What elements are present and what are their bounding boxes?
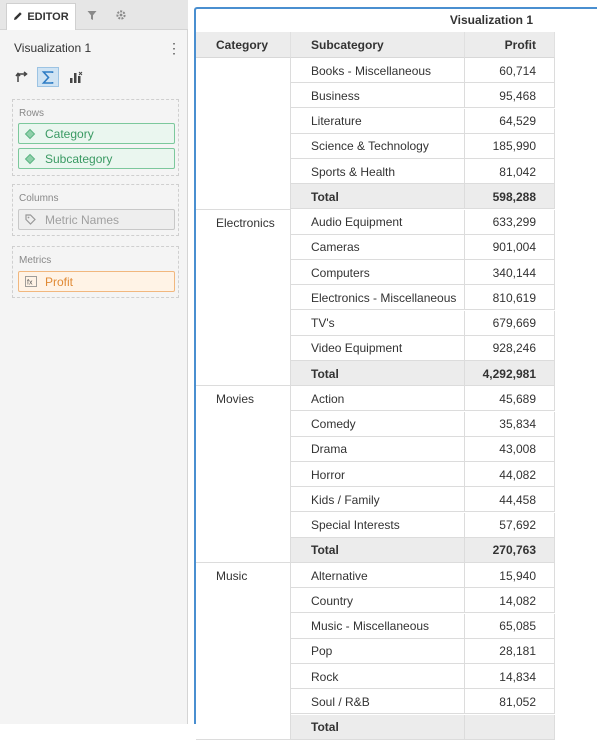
total-label: Total <box>291 184 465 209</box>
profit-cell: 679,669 <box>465 311 555 336</box>
table-row[interactable] <box>291 437 555 462</box>
subcategory-cell: Country <box>291 588 465 613</box>
table-row[interactable] <box>291 487 555 512</box>
total-row[interactable] <box>291 184 555 209</box>
profit-cell: 60,714 <box>465 58 555 83</box>
subcategory-cell: Action <box>291 386 465 411</box>
subcategory-cell: Special Interests <box>291 513 465 538</box>
profit-cell: 15,940 <box>465 563 555 588</box>
profit-cell: 57,692 <box>465 513 555 538</box>
profit-cell: 44,458 <box>465 487 555 512</box>
rows-shelf-title: Rows <box>19 108 45 119</box>
svg-text:fx: fx <box>27 279 33 287</box>
table-row[interactable] <box>291 58 555 83</box>
visualization-panel <box>194 7 597 734</box>
table-row[interactable] <box>291 159 555 184</box>
header-category[interactable]: Category <box>196 32 291 58</box>
table-row[interactable] <box>291 588 555 613</box>
table-row[interactable] <box>291 311 555 336</box>
table-row[interactable] <box>291 134 555 159</box>
columns-pill-label: Metric Names <box>45 212 120 227</box>
metrics-shelf-title: Metrics <box>19 255 52 266</box>
profit-cell: 14,834 <box>465 664 555 689</box>
tab-filter[interactable] <box>80 3 104 30</box>
subcategory-cell: Horror <box>291 462 465 487</box>
sigma-icon[interactable] <box>37 67 59 87</box>
profit-cell: 633,299 <box>465 210 555 235</box>
subcategory-cell: Kids / Family <box>291 487 465 512</box>
rows-shelf[interactable] <box>12 99 179 176</box>
dimension-diamond-icon <box>25 129 45 139</box>
subcategory-cell: Sports & Health <box>291 159 465 184</box>
columns-pill-metric-names[interactable] <box>18 209 175 230</box>
subcategory-cell: Comedy <box>291 412 465 437</box>
rows-pill-subcategory[interactable] <box>18 148 175 169</box>
category-cell <box>196 58 291 210</box>
subcategory-cell: Science & Technology <box>291 134 465 159</box>
function-icon <box>25 276 45 287</box>
subcategory-cell: Video Equipment <box>291 336 465 361</box>
total-profit-cell: 270,763 <box>465 538 555 563</box>
subcategory-cell: Computers <box>291 260 465 285</box>
subcategory-cell: Cameras <box>291 235 465 260</box>
table-row[interactable] <box>291 83 555 108</box>
total-profit-cell: 598,288 <box>465 184 555 209</box>
subcategory-cell: Alternative <box>291 563 465 588</box>
subcategory-cell: Pop <box>291 639 465 664</box>
profit-cell: 45,689 <box>465 386 555 411</box>
tab-editor[interactable] <box>6 3 76 30</box>
visualization-name[interactable]: Visualization 1 <box>14 41 92 55</box>
profit-cell: 43,008 <box>465 437 555 462</box>
profit-cell: 901,004 <box>465 235 555 260</box>
header-subcategory[interactable]: Subcategory <box>291 32 465 58</box>
total-row[interactable] <box>291 538 555 563</box>
tag-icon <box>25 214 45 225</box>
total-label: Total <box>291 361 465 386</box>
table-row[interactable] <box>291 614 555 639</box>
subcategory-cell: Audio Equipment <box>291 210 465 235</box>
header-profit[interactable]: Profit <box>465 32 555 58</box>
category-cell: Electronics <box>196 210 291 387</box>
gear-icon <box>115 9 127 24</box>
profit-cell: 810,619 <box>465 285 555 310</box>
profit-cell: 340,144 <box>465 260 555 285</box>
chart-type-icon[interactable] <box>65 67 87 87</box>
rows-pill-category-label: Category <box>45 126 94 141</box>
metrics-pill-profit[interactable] <box>18 271 175 292</box>
profit-cell: 928,246 <box>465 336 555 361</box>
editor-tab-bar <box>0 0 188 30</box>
profit-cell: 44,082 <box>465 462 555 487</box>
subcategory-cell: Soul / R&B <box>291 689 465 714</box>
subcategory-cell: Books - Miscellaneous <box>291 58 465 83</box>
visualization-title: Visualization 1 <box>449 13 533 27</box>
table-row[interactable] <box>291 513 555 538</box>
total-row[interactable] <box>291 715 555 740</box>
editor-panel <box>0 0 188 724</box>
total-row[interactable] <box>291 361 555 386</box>
profit-cell: 81,052 <box>465 689 555 714</box>
table-row[interactable] <box>291 235 555 260</box>
table-row[interactable] <box>291 664 555 689</box>
table-row[interactable] <box>291 462 555 487</box>
total-profit-cell <box>465 715 555 740</box>
profit-cell: 95,468 <box>465 83 555 108</box>
total-label: Total <box>291 538 465 563</box>
table-row[interactable] <box>291 285 555 310</box>
profit-cell: 81,042 <box>465 159 555 184</box>
subcategory-cell: Literature <box>291 109 465 134</box>
total-profit-cell: 4,292,981 <box>465 361 555 386</box>
profit-cell: 185,990 <box>465 134 555 159</box>
more-options-icon[interactable]: ⋮ <box>167 40 181 56</box>
metrics-shelf[interactable] <box>12 246 179 298</box>
table-row[interactable] <box>291 412 555 437</box>
table-row[interactable] <box>291 386 555 411</box>
category-cell: Movies <box>196 386 291 563</box>
metrics-pill-label: Profit <box>45 274 74 289</box>
table-row[interactable] <box>291 563 555 588</box>
rows-pill-subcategory-label: Subcategory <box>45 151 113 166</box>
table-row[interactable] <box>291 260 555 285</box>
profit-cell: 28,181 <box>465 639 555 664</box>
table-row[interactable] <box>291 336 555 361</box>
columns-shelf[interactable] <box>12 184 179 236</box>
profit-cell: 35,834 <box>465 412 555 437</box>
tab-editor-label: EDITOR <box>27 11 69 23</box>
subcategory-cell: Drama <box>291 437 465 462</box>
subcategory-cell: Music - Miscellaneous <box>291 614 465 639</box>
pencil-icon <box>13 11 23 24</box>
swap-axes-icon[interactable] <box>11 67 33 87</box>
table-row[interactable] <box>291 210 555 235</box>
rows-pill-category[interactable] <box>18 123 175 144</box>
table-row[interactable] <box>291 689 555 714</box>
table-row[interactable] <box>291 109 555 134</box>
filter-icon <box>87 10 97 24</box>
subcategory-cell: Rock <box>291 664 465 689</box>
tab-settings[interactable] <box>108 3 134 30</box>
profit-cell: 65,085 <box>465 614 555 639</box>
category-cell: Music <box>196 563 291 740</box>
subcategory-cell: TV's <box>291 311 465 336</box>
total-label: Total <box>291 715 465 740</box>
profit-cell: 64,529 <box>465 109 555 134</box>
dimension-diamond-icon <box>25 154 45 164</box>
profit-cell: 14,082 <box>465 588 555 613</box>
table-row[interactable] <box>291 639 555 664</box>
subcategory-cell: Electronics - Miscellaneous <box>291 285 465 310</box>
columns-shelf-title: Columns <box>19 193 59 204</box>
subcategory-cell: Business <box>291 83 465 108</box>
